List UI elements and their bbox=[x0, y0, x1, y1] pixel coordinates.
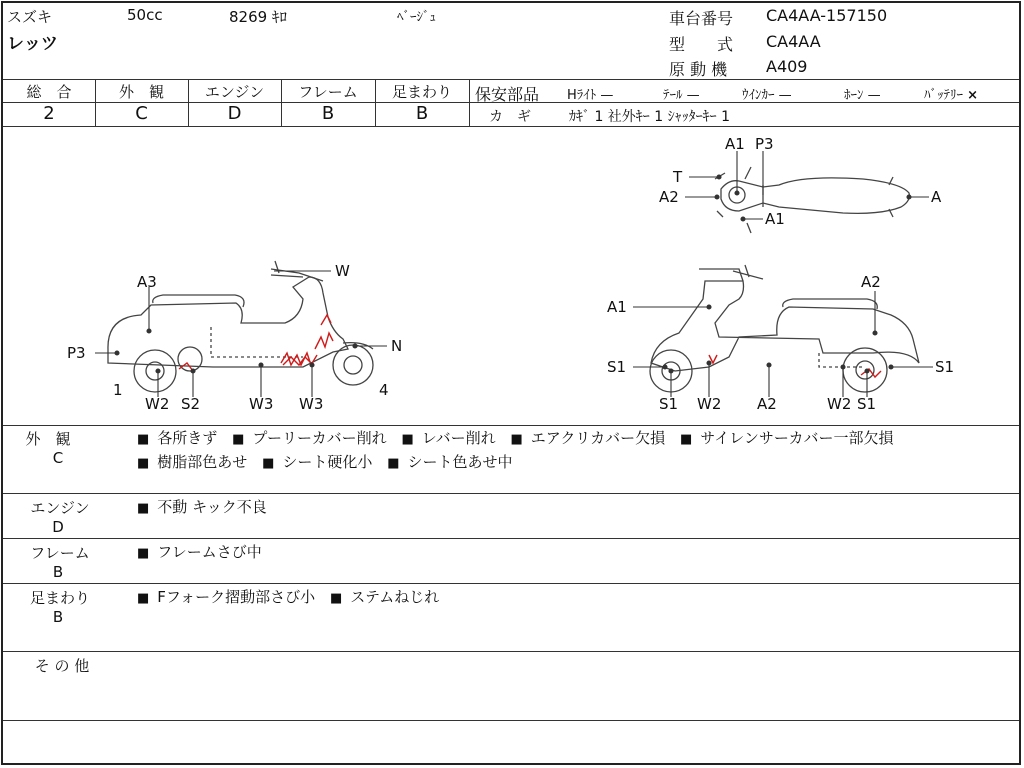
grade-value-exterior: C bbox=[135, 103, 148, 124]
diagram-label: A3 bbox=[137, 273, 157, 291]
key-value: ｶｷﾞ 1 社外ｷｰ 1 ｼｬｯﾀｰｷｰ 1 bbox=[569, 109, 730, 125]
section-grade-suspension: B bbox=[52, 608, 64, 626]
damage-diagram bbox=[3, 127, 1019, 425]
divider bbox=[3, 493, 1019, 494]
diagram-label: A2 bbox=[757, 395, 777, 413]
safety-winker: ｳｲﾝｶｰ — bbox=[742, 88, 792, 103]
diagram-label: A2 bbox=[861, 273, 881, 291]
type-label: 型 式 bbox=[669, 35, 734, 54]
safety-headlight: Hﾗｲﾄ — bbox=[567, 88, 614, 103]
section-items-engine: ■ 不動 キック不良 bbox=[137, 498, 267, 516]
grade-label-suspension: 足まわり bbox=[391, 83, 452, 101]
diagram-label: N bbox=[391, 337, 403, 355]
diagram-label: T bbox=[673, 168, 683, 186]
grade-label-engine: エンジン bbox=[204, 83, 265, 101]
chassis-label: 車台番号 bbox=[669, 9, 734, 28]
diagram-label: A bbox=[931, 188, 942, 206]
safety-battery: ﾊﾞｯﾃﾘｰ × bbox=[924, 88, 979, 103]
safety-tail: ﾃｰﾙ — bbox=[663, 88, 700, 103]
diagram-label: W2 bbox=[827, 395, 852, 413]
diagram-label: S2 bbox=[181, 395, 201, 413]
divider bbox=[3, 720, 1019, 721]
diagram-label: W3 bbox=[249, 395, 274, 413]
diagram-label: A1 bbox=[607, 298, 627, 316]
section-grade-engine: D bbox=[52, 518, 64, 536]
key-label: カ ギ bbox=[489, 109, 531, 125]
diagram-label: A1 bbox=[765, 210, 785, 228]
divider bbox=[3, 79, 1019, 80]
diagram-label: P3 bbox=[755, 135, 774, 153]
safety-label: 保安部品 bbox=[475, 85, 540, 104]
engine-value: A409 bbox=[766, 57, 808, 76]
section-grade-exterior: C bbox=[52, 449, 64, 467]
maker-name: スズキ bbox=[7, 8, 53, 26]
inspection-sheet bbox=[1, 1, 1021, 765]
divider bbox=[3, 651, 1019, 652]
grade-label-exterior: 外 観 bbox=[118, 83, 164, 101]
divider bbox=[3, 425, 1019, 426]
displacement: 50cc bbox=[127, 6, 163, 24]
diagram-label: S1 bbox=[935, 358, 955, 376]
diagram-label: W3 bbox=[299, 395, 324, 413]
chassis-value: CA4AA-157150 bbox=[766, 6, 888, 25]
section-label-suspension: 足まわり bbox=[29, 589, 90, 607]
divider bbox=[3, 583, 1019, 584]
color: ﾍﾞｰｼﾞｭ bbox=[397, 10, 436, 25]
grade-label-frame: フレーム bbox=[298, 83, 358, 101]
diagram-label: 4 bbox=[379, 381, 389, 399]
grade-value-engine: D bbox=[227, 103, 242, 124]
grade-label-overall: 総 合 bbox=[26, 83, 72, 101]
diagram-label: S1 bbox=[607, 358, 627, 376]
grade-value-frame: B bbox=[321, 103, 335, 124]
divider bbox=[469, 79, 470, 126]
model-name: レッツ bbox=[7, 34, 58, 54]
diagram-label: A2 bbox=[659, 188, 679, 206]
damage-marks bbox=[179, 315, 881, 377]
section-items-exterior bbox=[137, 427, 904, 475]
diagram-label: W2 bbox=[697, 395, 722, 413]
section-items-suspension: ■ Fフォーク摺動部さび小 ■ ステムねじれ bbox=[137, 588, 440, 606]
divider bbox=[3, 538, 1019, 539]
diagram-label: 1 bbox=[113, 381, 123, 399]
section-label-other: そ の 他 bbox=[34, 657, 90, 675]
type-value: CA4AA bbox=[766, 32, 821, 51]
section-label-engine: エンジン bbox=[30, 499, 90, 517]
engine-label: 原 動 機 bbox=[669, 60, 728, 79]
section-label-frame: フレーム bbox=[30, 544, 90, 562]
diagram-label: P3 bbox=[67, 344, 86, 362]
grade-value-suspension: B bbox=[415, 103, 429, 124]
mileage: 8269 ｷﾛ bbox=[229, 8, 287, 26]
diagram-label: S1 bbox=[659, 395, 679, 413]
item-line: ■ 各所きず ■ プーリーカバー削れ ■ レバー削れ ■ エアクリカバー欠損 ■ サイレンサーカバー一部欠損 bbox=[137, 429, 894, 447]
section-items-frame: ■ フレームさび中 bbox=[137, 543, 262, 561]
scooter-top-view bbox=[715, 167, 909, 233]
diagram-label: W2 bbox=[145, 395, 170, 413]
section-grade-frame: B bbox=[52, 563, 64, 581]
section-label-exterior: 外 観 bbox=[25, 430, 71, 448]
diagram-label: W bbox=[335, 262, 350, 280]
safety-horn: ﾎｰﾝ — bbox=[844, 88, 881, 103]
diagram-label: A1 bbox=[725, 135, 745, 153]
item-line: ■ 樹脂部色あせ ■ シート硬化小 ■ シート色あせ中 bbox=[137, 453, 513, 471]
grade-value-overall: 2 bbox=[43, 103, 55, 124]
diagram-label: S1 bbox=[857, 395, 877, 413]
